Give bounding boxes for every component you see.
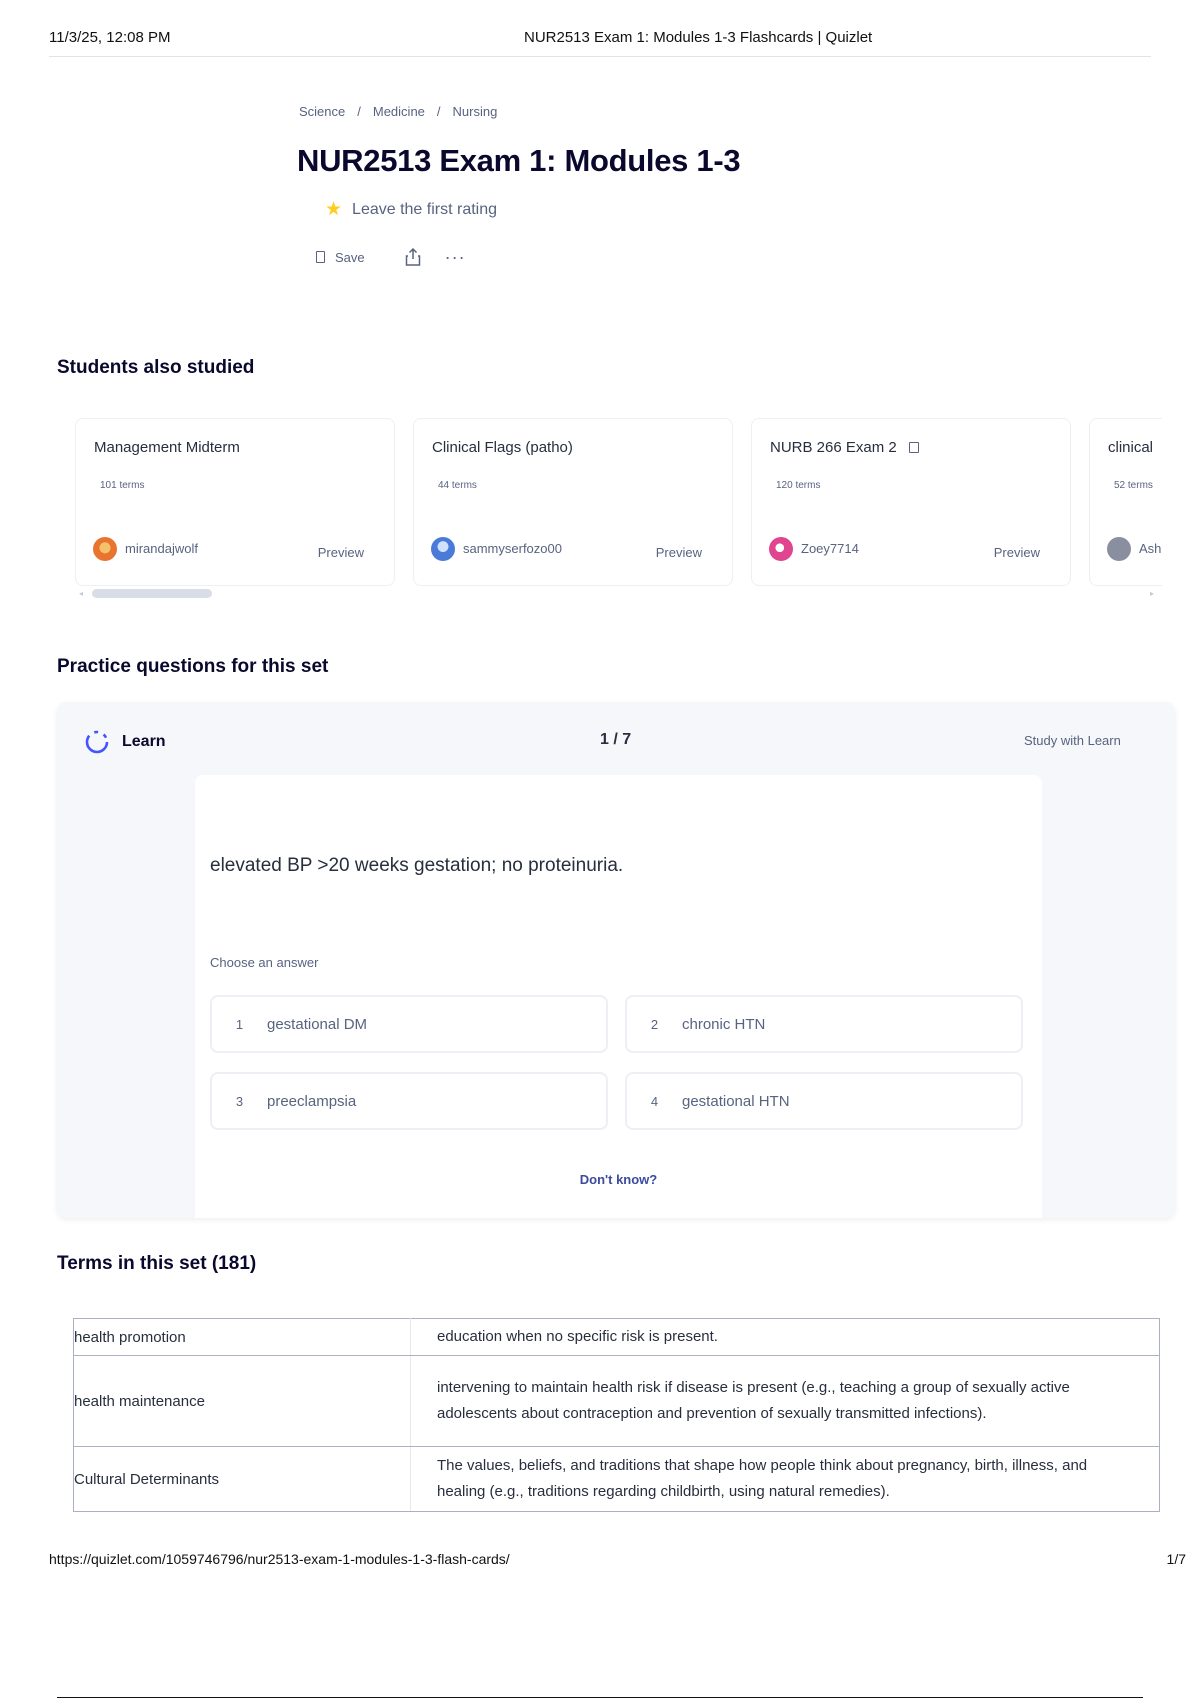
card-username[interactable]: sammyserfozo00 [463,541,562,556]
answer-option-2[interactable] [625,995,1023,1053]
print-header [49,29,1151,51]
card-title-text: NURB 266 Exam 2 [770,439,897,456]
question-text: elevated BP >20 weeks gestation; no proteinuria. [210,855,624,876]
breadcrumb-science[interactable]: Science [299,104,346,119]
card-username[interactable]: Zoey7714 [801,541,859,556]
breadcrumb-separator: / [357,104,361,119]
question-card [195,775,1042,1218]
table-row [74,1319,1160,1356]
preview-button[interactable]: Preview [993,545,1040,560]
option-number: 1 [235,1016,244,1032]
students-also-studied-heading: Students also studied [57,357,255,378]
preview-button[interactable]: Preview [317,545,364,560]
avatar [1107,537,1131,561]
share-icon[interactable] [403,247,423,267]
option-label: chronic HTN [682,1015,766,1033]
practice-questions-heading: Practice questions for this set [57,656,329,677]
table-row [74,1356,1160,1447]
preview-button[interactable]: Preview [655,545,702,560]
page-title: NUR2513 Exam 1: Modules 1-3 [297,143,741,178]
document-icon [909,442,919,453]
card-term-count: 101 terms [100,480,145,491]
term-cell: health maintenance [74,1356,411,1447]
related-set-card[interactable] [751,418,1071,586]
card-title [770,439,919,456]
scroll-left-arrow-icon[interactable]: ◂ [79,589,84,598]
related-sets-carousel [75,418,1162,588]
set-actions [316,247,466,267]
card-username[interactable]: mirandajwolf [125,541,198,556]
answer-option-1[interactable] [210,995,608,1053]
related-set-card[interactable] [75,418,395,586]
table-row [74,1447,1160,1512]
card-term-count: 120 terms [776,480,821,491]
avatar [93,537,117,561]
rating-label: Leave the first rating [352,200,498,218]
page-url: https://quizlet.com/1059746796/nur2513-exam-1-modules-1-3-flash-cards/ [49,1551,510,1567]
option-number: 2 [650,1016,659,1032]
option-number: 3 [235,1093,244,1109]
print-page-title: NUR2513 Exam 1: Modules 1-3 Flashcards | Quizlet [524,29,873,46]
answer-option-3[interactable] [210,1072,608,1130]
learn-icon [84,729,110,755]
related-set-card[interactable] [1089,418,1162,586]
star-icon: ★ [325,199,343,220]
carousel-scrollbar[interactable] [92,589,212,598]
avatar [431,537,455,561]
page-number: 1/7 [1166,1551,1186,1567]
card-username[interactable]: Ash [1139,541,1162,556]
card-title: Clinical Flags (patho) [432,439,573,456]
definition-cell: intervening to maintain health risk if disease is present (e.g., teaching a group of sexually active adolescents about contraception and prevention of sexually transmitted infections). [411,1356,1160,1447]
card-title: clinical [1108,439,1154,456]
terms-heading: Terms in this set (181) [57,1253,257,1274]
option-label: gestational DM [267,1015,368,1033]
rating-button[interactable] [325,200,497,219]
avatar [769,537,793,561]
option-label: preeclampsia [267,1092,357,1110]
learn-label-text: Learn [122,733,166,750]
term-cell: Cultural Determinants [74,1447,411,1512]
study-with-learn-link[interactable]: Study with Learn [1024,733,1121,748]
header-divider [49,56,1151,57]
save-label: Save [335,249,365,265]
definition-cell: The values, beliefs, and traditions that shape how people think about pregnancy, birth, illness, and healing (e.g., traditions regarding childbirth, using natural remedies). [411,1447,1160,1512]
choose-answer-label: Choose an answer [210,955,319,970]
print-date: 11/3/25, 12:08 PM [49,29,171,46]
option-label: gestational HTN [682,1092,790,1110]
card-term-count: 44 terms [438,480,477,491]
related-set-card[interactable] [413,418,733,586]
save-button[interactable] [316,250,365,265]
breadcrumb-separator: / [436,104,441,119]
breadcrumb [299,104,497,119]
dont-know-button[interactable]: Don't know? [579,1172,658,1187]
question-progress: 1 / 7 [600,731,632,748]
terms-table [73,1318,1160,1512]
scroll-right-arrow-icon[interactable]: ▸ [1150,589,1155,598]
breadcrumb-medicine[interactable]: Medicine [372,104,425,119]
card-title: Management Midterm [94,439,240,456]
answer-option-4[interactable] [625,1072,1023,1130]
definition-cell: education when no specific risk is present. [411,1319,1160,1356]
learn-mode-label [84,729,166,755]
term-cell: health promotion [74,1319,411,1356]
bookmark-icon [316,251,325,263]
breadcrumb-nursing[interactable]: Nursing [452,104,498,119]
more-options-icon[interactable]: ··· [444,247,466,267]
option-number: 4 [650,1093,659,1109]
card-term-count: 52 terms [1114,480,1153,491]
bottom-divider [57,1697,1143,1698]
